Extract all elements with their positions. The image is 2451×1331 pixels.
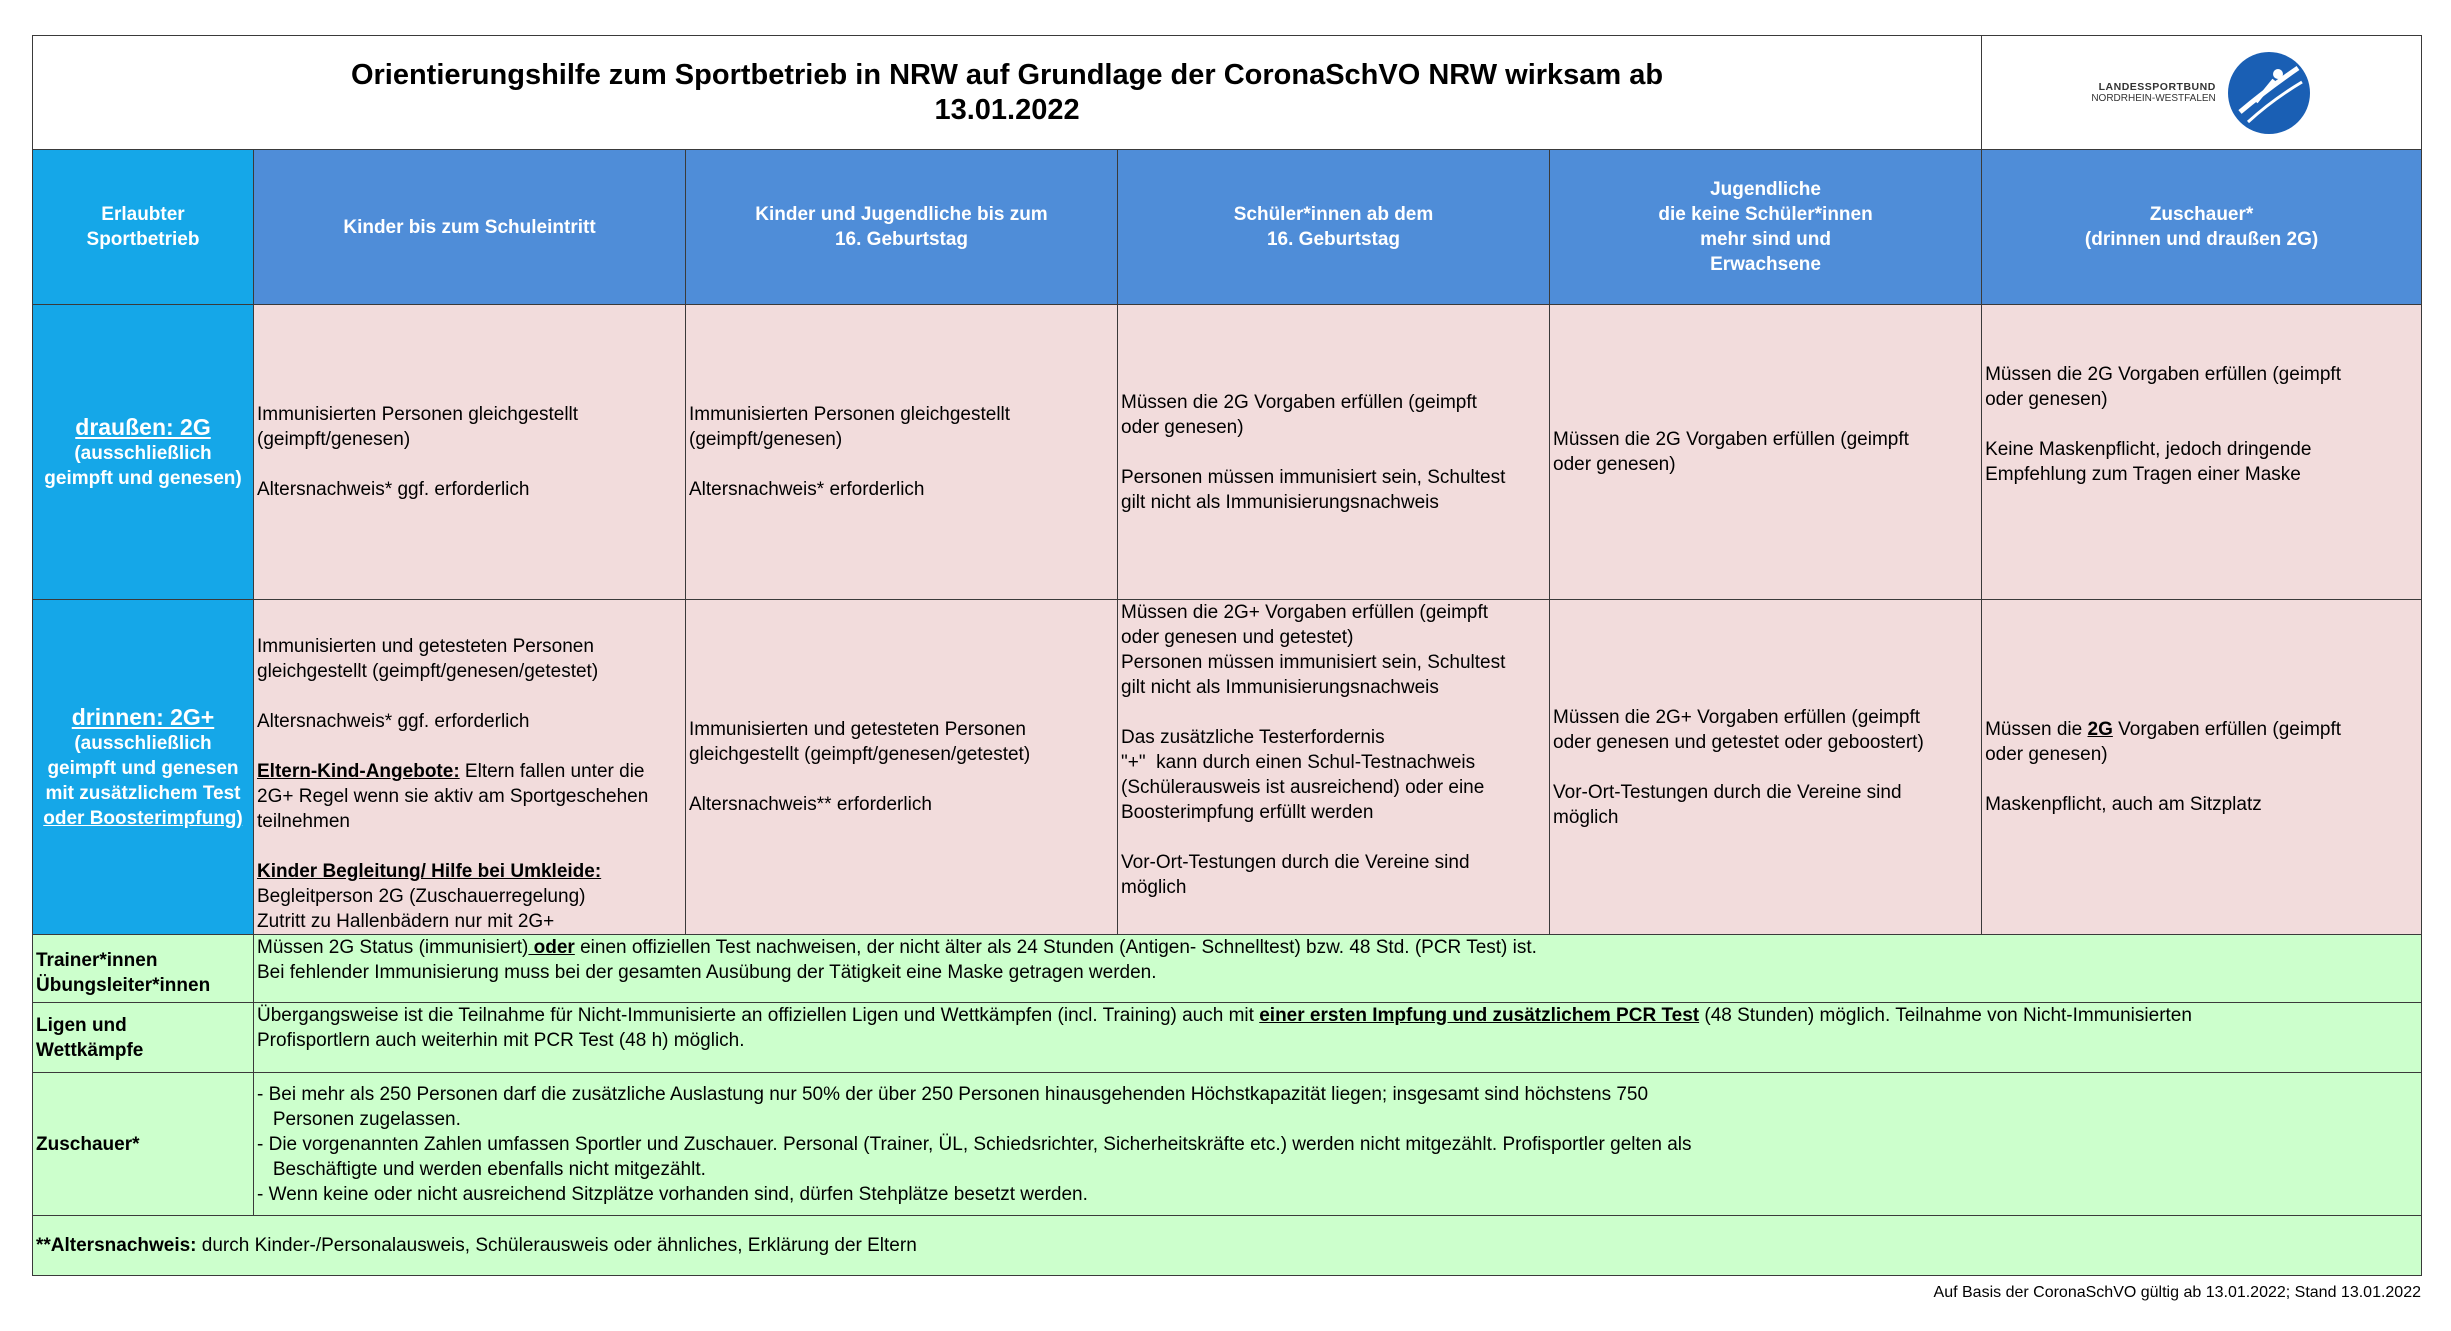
text-line: Kinder und Jugendliche bis zum [755, 204, 1048, 225]
text-line: (drinnen und draußen 2G) [2084, 229, 2319, 250]
text-line: (geimpft/genesen) [689, 429, 843, 450]
text-line: Maskenpflicht, auch am Sitzplatz [1985, 794, 2262, 815]
rowhead-trainer [33, 935, 254, 1003]
rowhead-drinnen-sub [36, 731, 250, 806]
zuschauer-post: Vorgaben erfüllen (geimpft [2112, 719, 2342, 740]
text-line: oder genesen) [1985, 389, 2108, 410]
text-line: 16. Geburtstag [834, 229, 969, 250]
text-line: Müssen die 2G Vorgaben erfüllen (geimpft [1985, 364, 2341, 385]
drinnen-kinder-part-b [257, 784, 682, 859]
text-line: Empfehlung zum Tragen einer Maske [1985, 464, 2301, 485]
text-line: die keine Schüler*innen [1658, 204, 1873, 225]
cell-drinnen-kinder [254, 600, 686, 935]
cell-drinnen-zuschauer [1982, 600, 2422, 935]
text-line [1121, 440, 1546, 465]
cell-ligen [254, 1003, 2422, 1073]
ligen-bold: einer ersten Impfung und zusätzlichem PCR Test [1259, 1005, 1700, 1026]
text-line [257, 834, 682, 859]
text-line [689, 767, 1114, 792]
text-line [689, 452, 1114, 477]
text-line [1121, 825, 1546, 850]
altersnachweis-label: **Altersnachweis: [36, 1235, 197, 1256]
text-line: Immunisierten Personen gleichgestellt [689, 404, 1011, 425]
text-line: geimpft und genesen) [44, 468, 242, 489]
zuschauer-pre: Müssen die [1985, 719, 2088, 740]
zuschauer-label: Zuschauer* [36, 1133, 140, 1155]
trainer-pre: Müssen 2G Status (immunisiert) [257, 937, 529, 958]
text-line: Müssen die 2G Vorgaben erfüllen (geimpft [1553, 429, 1909, 450]
rowhead-drinnen [33, 600, 254, 935]
logo-text [2091, 81, 2215, 105]
text-line: Altersnachweis* erforderlich [689, 479, 925, 500]
cell-drinnen-erwachsene [1550, 600, 1982, 935]
text-line: Übungsleiter*innen [36, 975, 211, 996]
cell-draussen-erwachsene [1550, 305, 1982, 600]
cell-draussen-schueler [1118, 305, 1550, 600]
text-line: Zuschauer* [2149, 204, 2254, 225]
eltern-kind-line [257, 759, 682, 784]
text-line: Immunisierten Personen gleichgestellt [257, 404, 579, 425]
text-line: Vor-Ort-Testungen durch die Vereine sind [1121, 852, 1470, 873]
logo-line1: LANDESSPORTBUND [2098, 80, 2216, 93]
text-line: oder genesen) [1121, 416, 1244, 438]
text-line: Beschäftigte und werden ebenfalls nicht mitgezählt. [257, 1158, 706, 1180]
text-line: mit zusätzlichem Test [45, 783, 241, 804]
cell-draussen-zuschauer [1982, 305, 2422, 600]
ligen-pre: Übergangsweise ist die Teilnahme für Nicht-Immunisierte an offiziellen Ligen und Wettkämpfen (incl. Training) auch mit [257, 1005, 1260, 1026]
header-jugendliche-erwachsene [1550, 150, 1982, 305]
text-line: Vor-Ort-Testungen durch die Vereine sind [1553, 781, 1902, 803]
trainer-line2: Bei fehlender Immunisierung muss bei der gesamten Ausübung der Tätigkeit eine Maske getragen werden. [257, 962, 1157, 983]
text-line: "+" kann durch einen Schul-Testnachweis [1121, 752, 1476, 773]
title-text: Orientierungshilfe zum Sportbetrieb in NRW auf Grundlage der CoronaSchVO NRW wirksam ab 13.01.2022 [350, 58, 1664, 126]
page-title [33, 36, 1982, 150]
logo-cell [1982, 36, 2422, 150]
drinnen-kinder-part-c [257, 884, 682, 934]
trainer-oder: oder [528, 937, 575, 958]
text-line: Wettkämpfe [36, 1039, 144, 1061]
logo-line2: NORDRHEIN-WESTFALEN [2091, 92, 2216, 104]
text-line: Begleitperson 2G (Zuschauerregelung) [257, 886, 586, 907]
rowhead-draussen [33, 305, 254, 600]
cell-altersnachweis [33, 1216, 2422, 1276]
text-line: Müssen die 2G+ Vorgaben erfüllen (geimpft [1553, 706, 1921, 728]
text-line: gleichgestellt (geimpft/genesen/getestet) [689, 744, 1031, 765]
lsb-nrw-logo-icon [2226, 50, 2312, 136]
booster-link[interactable]: oder Boosterimpfung) [43, 808, 243, 829]
text-line: Altersnachweis** erforderlich [689, 794, 932, 815]
rowhead-draussen-sub [36, 441, 250, 491]
text-line: gilt nicht als Immunisierungsnachweis [1121, 491, 1439, 513]
text-line: Erwachsene [1710, 254, 1821, 275]
text-line: teilnehmen [257, 811, 350, 832]
orientation-sheet [32, 35, 2421, 1276]
text-line [257, 734, 682, 759]
text-line: Altersnachweis* ggf. erforderlich [257, 479, 530, 500]
text-line: - Die vorgenannten Zahlen umfassen Sportler und Zuschauer. Personal (Trainer, ÜL, Schiedsrichter, Sicherheitskräfte etc.) werden nicht mitgezählt. Profisportler gelten als [257, 1133, 1692, 1155]
text-line: Müssen die 2G Vorgaben erfüllen (geimpft [1121, 391, 1477, 413]
text-line: (ausschließlich [74, 733, 212, 754]
cell-drinnen-schueler [1118, 600, 1550, 935]
header-kinder-jugendliche-16 [686, 150, 1118, 305]
eltern-kind-text: Eltern fallen unter die [459, 761, 645, 782]
header-erlaubter-sportbetrieb [33, 150, 254, 305]
text-line: 2G+ Regel wenn sie aktiv am Sportgeschehen [257, 786, 649, 807]
text-line: Altersnachweis* ggf. erforderlich [257, 711, 530, 732]
text-line: oder genesen und getestet oder geboostert) [1553, 731, 1924, 753]
altersnachweis-text: durch Kinder-/Personalausweis, Schülerausweis oder ähnliches, Erklärung der Eltern [196, 1235, 917, 1256]
text-line: (Schülerausweis ist ausreichend) oder eine [1121, 777, 1485, 798]
text-line: Personen müssen immunisiert sein, Schultest [1121, 652, 1506, 673]
rules-table [32, 35, 2422, 1276]
drinnen-kinder-part-a [257, 634, 682, 759]
text-line [257, 452, 682, 477]
header-kinder-schuleintritt [254, 150, 686, 305]
header-zuschauer [1982, 150, 2422, 305]
text-line: möglich [1121, 877, 1187, 898]
text-line: geimpft und genesen [47, 758, 239, 779]
rowhead-drinnen-title: drinnen: 2G+ [71, 704, 215, 730]
rowhead-zuschauer [33, 1073, 254, 1216]
trainer-line1 [257, 935, 2418, 960]
text-line: Trainer*innen [36, 950, 158, 971]
header-schueler-ab-16 [1118, 150, 1550, 305]
text-line: Jugendliche [1710, 179, 1821, 200]
text-line [257, 684, 682, 709]
zuschauer-2g-bold: 2G [2087, 719, 2113, 740]
cell-draussen-kinder [254, 305, 686, 600]
text-line [1121, 700, 1546, 725]
text-line [1985, 767, 2418, 792]
text-line: Ligen und [36, 1014, 127, 1036]
text-line: gleichgestellt (geimpft/genesen/getestet) [257, 661, 599, 682]
text-line: gilt nicht als Immunisierungsnachweis [1121, 677, 1439, 698]
eltern-kind-label: Eltern-Kind-Angebote: [257, 761, 460, 782]
cell-zuschauer [254, 1073, 2422, 1216]
text-line: oder genesen) [1553, 454, 1676, 475]
drinnen-zuschauer-first-line [1985, 717, 2418, 742]
text-line: Personen müssen immunisiert sein, Schultest [1121, 466, 1506, 488]
text-line [1985, 412, 2418, 437]
text-line: (geimpft/genesen) [257, 429, 411, 450]
text-line: Kinder bis zum Schuleintritt [343, 216, 596, 238]
text-line: - Wenn keine oder nicht ausreichend Sitzplätze vorhanden sind, dürfen Stehplätze besetzt werden. [257, 1183, 1088, 1205]
footer-note: Auf Basis der CoronaSchVO gültig ab 13.01.2022; Stand 13.01.2022 [1933, 1284, 2421, 1301]
text-line [1553, 755, 1978, 780]
text-line: Sportbetrieb [86, 229, 200, 250]
rowhead-ligen [33, 1003, 254, 1073]
text-line: Boosterimpfung erfüllt werden [1121, 802, 1374, 823]
text-line: Erlaubter [101, 204, 185, 225]
text-line: Immunisierten und getesteten Personen [689, 719, 1026, 740]
cell-drinnen-jugendliche-16 [686, 600, 1118, 935]
text-line: Personen zugelassen. [257, 1108, 461, 1130]
text-line: Müssen die 2G+ Vorgaben erfüllen (geimpft [1121, 602, 1489, 623]
ligen-line1 [257, 1003, 2418, 1028]
text-line: oder genesen) [1985, 744, 2108, 765]
rowhead-draussen-title: draußen: 2G [75, 414, 211, 440]
logo [1985, 50, 2418, 136]
text-line: Zutritt zu Hallenbädern nur mit 2G+ [257, 911, 555, 932]
text-line: Keine Maskenpflicht, jedoch dringende [1985, 439, 2312, 460]
text-line: - Bei mehr als 250 Personen darf die zusätzliche Auslastung nur 50% der über 250 Personen hinausgehenden Höchstkapazität liegen; insgesamt sind höchstens 750 [257, 1083, 1649, 1105]
ligen-post: (48 Stunden) möglich. Teilnahme von Nicht-Immunisierten [1699, 1005, 2192, 1026]
text-line: oder genesen und getestet) [1121, 627, 1354, 648]
text-line: Schüler*innen ab dem [1233, 204, 1434, 225]
text-line: Immunisierten und getesteten Personen [257, 636, 594, 657]
cell-draussen-jugendliche-16 [686, 305, 1118, 600]
text-line: 16. Geburtstag [1266, 229, 1401, 250]
begleitung-label: Kinder Begleitung/ Hilfe bei Umkleide: [257, 861, 602, 882]
trainer-post: einen offiziellen Test nachweisen, der nicht älter als 24 Stunden (Antigen- Schnelltest) bzw. 48 Std. (PCR Test) ist. [574, 937, 1537, 958]
cell-trainer [254, 935, 2422, 1003]
text-line: möglich [1553, 806, 1619, 828]
ligen-line2: Profisportlern auch weiterhin mit PCR Test (48 h) möglich. [257, 1030, 745, 1051]
text-line: (ausschließlich [74, 443, 212, 464]
drinnen-zuschauer-rest [1985, 742, 2418, 817]
text-line: mehr sind und [1700, 229, 1831, 250]
text-line: Das zusätzliche Testerfordernis [1121, 727, 1385, 748]
